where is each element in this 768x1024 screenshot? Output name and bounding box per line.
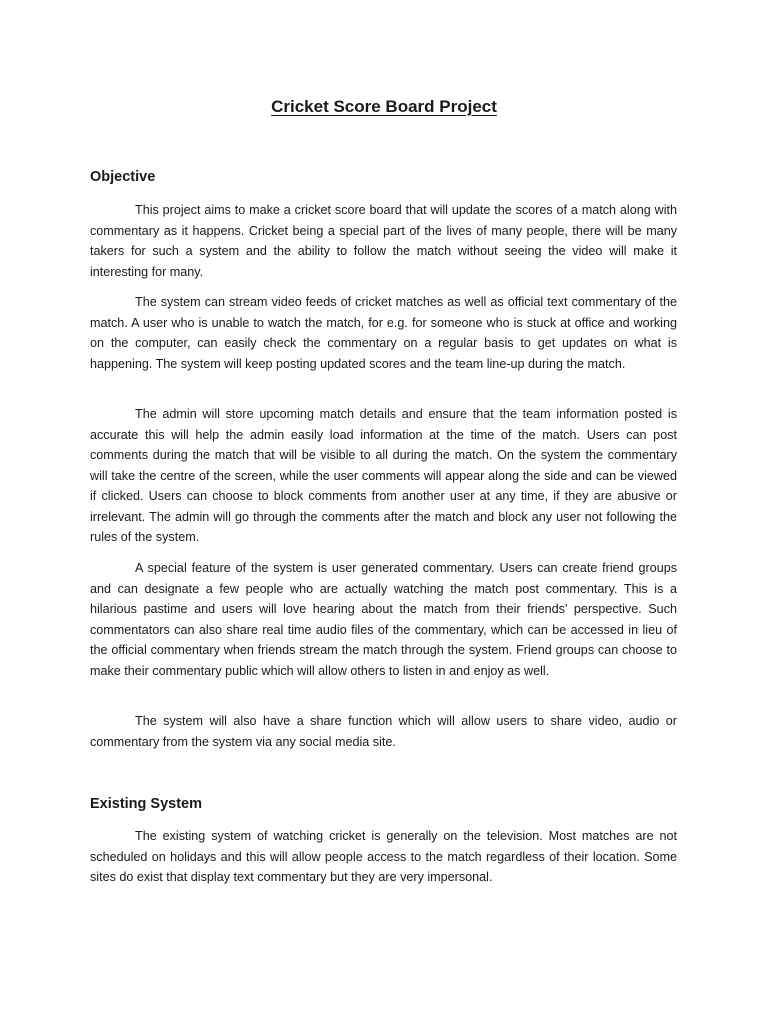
section-heading-objective: Objective <box>90 169 156 185</box>
document-title: Cricket Score Board Project <box>271 97 497 116</box>
paragraph-objective-1: This project aims to make a cricket score board that will update the scores of a match along with commentary as it happens. Cricket being a special part of the lives of many people, there will be many takers for such a system and the ability to follow the match without seeing the video will make it interesting for many. <box>90 203 677 279</box>
paragraph-objective-3: The admin will store upcoming match details and ensure that the team information posted is accurate this will help the admin easily load information at the time of the match. Users can post comments during the match that will be visible to all during the match. On the system the commentary will take the centre of the screen, while the user comments will appear along the side and can be viewed if clicked. Users can choose to block comments from another user at any time, if they are abusive or irrelevant. The admin will go through the comments after the match and block any user not following the rules of the system. <box>90 407 677 544</box>
paragraph-objective-5: The system will also have a share function which will allow users to share video, audio or commentary from the system via any social media site. <box>90 714 677 749</box>
paragraph-existing-system-1: The existing system of watching cricket is generally on the television. Most matches are not scheduled on holidays and this will allow people access to the match regardless of their location. Some sites do exist that display text commentary but they are very impersonal. <box>90 829 677 884</box>
paragraph-objective-4: A special feature of the system is user generated commentary. Users can create friend groups and can designate a few people who are actually watching the match post commentary. This is a hilarious pastime and users will love hearing about the match from their friends’ perspective. Such commentators can also share real time audio files of the commentary, which can be accessed in lieu of the official commentary when friends stream the match through the system. Friend groups can choose to make their commentary public which will allow others to listen in and enjoy as well. <box>90 561 677 678</box>
paragraph-objective-2: The system can stream video feeds of cricket matches as well as official text commentary of the match. A user who is unable to watch the match, for e.g. for someone who is stuck at office and working on the computer, can easily check the commentary on a regular basis to get updates on what is happening. The system will keep posting updated scores and the team line-up during the match. <box>90 295 677 371</box>
section-heading-existing-system: Existing System <box>90 796 203 812</box>
